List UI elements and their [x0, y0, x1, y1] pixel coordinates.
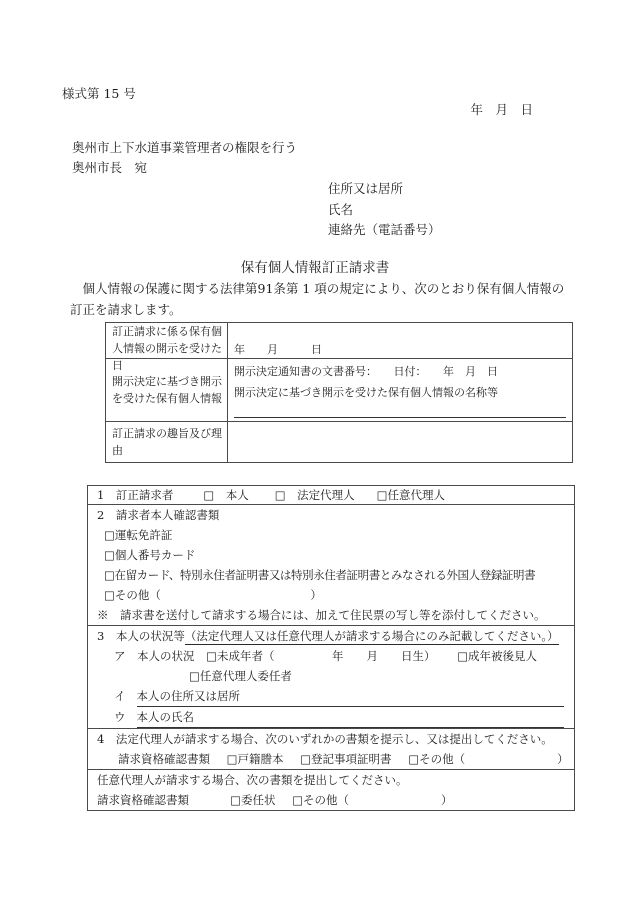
- voluntary-rep-doc-label: 請求資格確認書類: [97, 793, 201, 807]
- legal-rep-doc-line: [88, 749, 574, 769]
- table-row-legal-rep-documents: [88, 729, 574, 770]
- table1-row3-value: [228, 422, 572, 462]
- principal-address-line: [88, 686, 574, 707]
- table1-row1-value: 年 月 日: [234, 342, 322, 356]
- table1-row3-label: 訂正請求の趣旨及び理由: [106, 422, 228, 462]
- checkbox-residence-card[interactable]: □在留カード、特別永住者証明書又は特別永住者証明書とみなされる外国人登録証明書: [104, 568, 536, 582]
- item-u-label: ウ: [114, 710, 126, 724]
- addressee-mayor: 奥州市長 宛: [72, 160, 148, 175]
- table-row-identity-documents: [88, 505, 574, 626]
- checkbox-honnin[interactable]: □ 本人: [203, 488, 249, 502]
- correction-request-table: [105, 322, 573, 463]
- addressee-authority: 奥州市上下水道事業管理者の権限を行う: [72, 140, 298, 155]
- intro-paragraph: 個人情報の保護に関する法律第91条第 1 項の規定により、次のとおり保有個人情報の訂正を請求します。: [70, 281, 565, 317]
- checkbox-other-voluntary-doc[interactable]: □その他（ ）: [292, 793, 453, 807]
- table-row: [106, 422, 572, 462]
- checkbox-other-legal-doc[interactable]: □その他（ ）: [408, 752, 569, 766]
- requester-type-heading: 1 訂正請求者: [97, 488, 174, 502]
- table-row: [106, 359, 572, 422]
- item-i-label: イ: [114, 689, 126, 703]
- identity-docs-heading: 2 請求者本人確認書類: [97, 508, 220, 522]
- checkbox-voluntary-delegator[interactable]: □任意代理人委任者: [189, 669, 292, 683]
- voluntary-rep-instruction: 任意代理人が請求する場合、次の書類を提出してください。: [97, 773, 408, 787]
- principal-status-line-a: [88, 646, 574, 666]
- disclosure-notice-number-line: 開示決定通知書の文書番号： 日付： 年 月 日: [234, 365, 498, 378]
- disclosed-info-name-line: 開示決定に基づき開示を受けた保有個人情報の名称等: [234, 386, 498, 399]
- checkbox-power-of-attorney[interactable]: □委任状: [230, 793, 276, 807]
- legal-rep-instruction: 4 法定代理人が請求する場合、次のいずれかの書類を提示し、又は提出してください。: [97, 732, 553, 746]
- item-a-label: ア 本人の状況: [114, 649, 195, 663]
- voluntary-rep-doc-line: [88, 790, 574, 810]
- checkbox-mynumber-card[interactable]: □個人番号カード: [104, 548, 196, 562]
- table1-row2-value: [228, 359, 572, 421]
- principal-name-fill-line: 本人の氏名: [137, 707, 565, 728]
- legal-rep-doc-label: 請求資格確認書類: [118, 752, 210, 766]
- page-title: 保有個人情報訂正請求書: [240, 260, 390, 276]
- principal-name-line: [88, 707, 574, 728]
- principal-status-heading-line: [88, 626, 574, 646]
- checkbox-legal-representative[interactable]: □ 法定代理人: [274, 488, 355, 502]
- principal-status-note: （法定代理人又は任意代理人が請求する場合にのみ記載してください。）: [184, 629, 559, 643]
- requester-address-label: 住所又は居所: [328, 181, 404, 196]
- requester-phone-label: 連絡先（電話番号）: [328, 222, 441, 237]
- mailing-note: ※ 請求書を送付して請求する場合には、加えて住民票の写し等を添付してください。: [97, 608, 546, 622]
- form-number: 様式第 15 号: [62, 86, 136, 101]
- checkbox-adult-ward[interactable]: □成年被後見人: [457, 649, 538, 663]
- checkbox-voluntary-representative[interactable]: □任意代理人: [376, 488, 445, 502]
- table-row-principal-status: [88, 626, 574, 729]
- requester-detail-table: [87, 485, 575, 811]
- checkbox-registration-certificate[interactable]: □登記事項証明書: [300, 752, 392, 766]
- addressee-block: [72, 138, 297, 178]
- checkbox-minor[interactable]: □未成年者（ 年 月 日生）: [206, 649, 436, 663]
- requester-block: [328, 179, 441, 241]
- fill-in-line: [234, 410, 566, 418]
- principal-address-fill-line: 本人の住所又は居所: [137, 686, 565, 707]
- principal-status-heading: 3 本人の状況等: [97, 629, 185, 643]
- checkbox-drivers-license[interactable]: □運転免許証: [104, 528, 173, 542]
- checkbox-koseki-tohon[interactable]: □戸籍謄本: [226, 752, 284, 766]
- checkbox-other-id[interactable]: □その他（ ）: [104, 588, 322, 602]
- table1-row2-label: 開示決定に基づき開示を受けた保有個人情報: [106, 359, 228, 421]
- table1-row1-label: 訂正請求に係る保有個人情報の開示を受けた日: [106, 323, 228, 374]
- date-line: 年 月 日: [470, 102, 533, 117]
- table-row-voluntary-rep-documents: [88, 770, 574, 810]
- requester-name-label: 氏名: [328, 201, 354, 217]
- table-row-requester-type: [88, 486, 574, 505]
